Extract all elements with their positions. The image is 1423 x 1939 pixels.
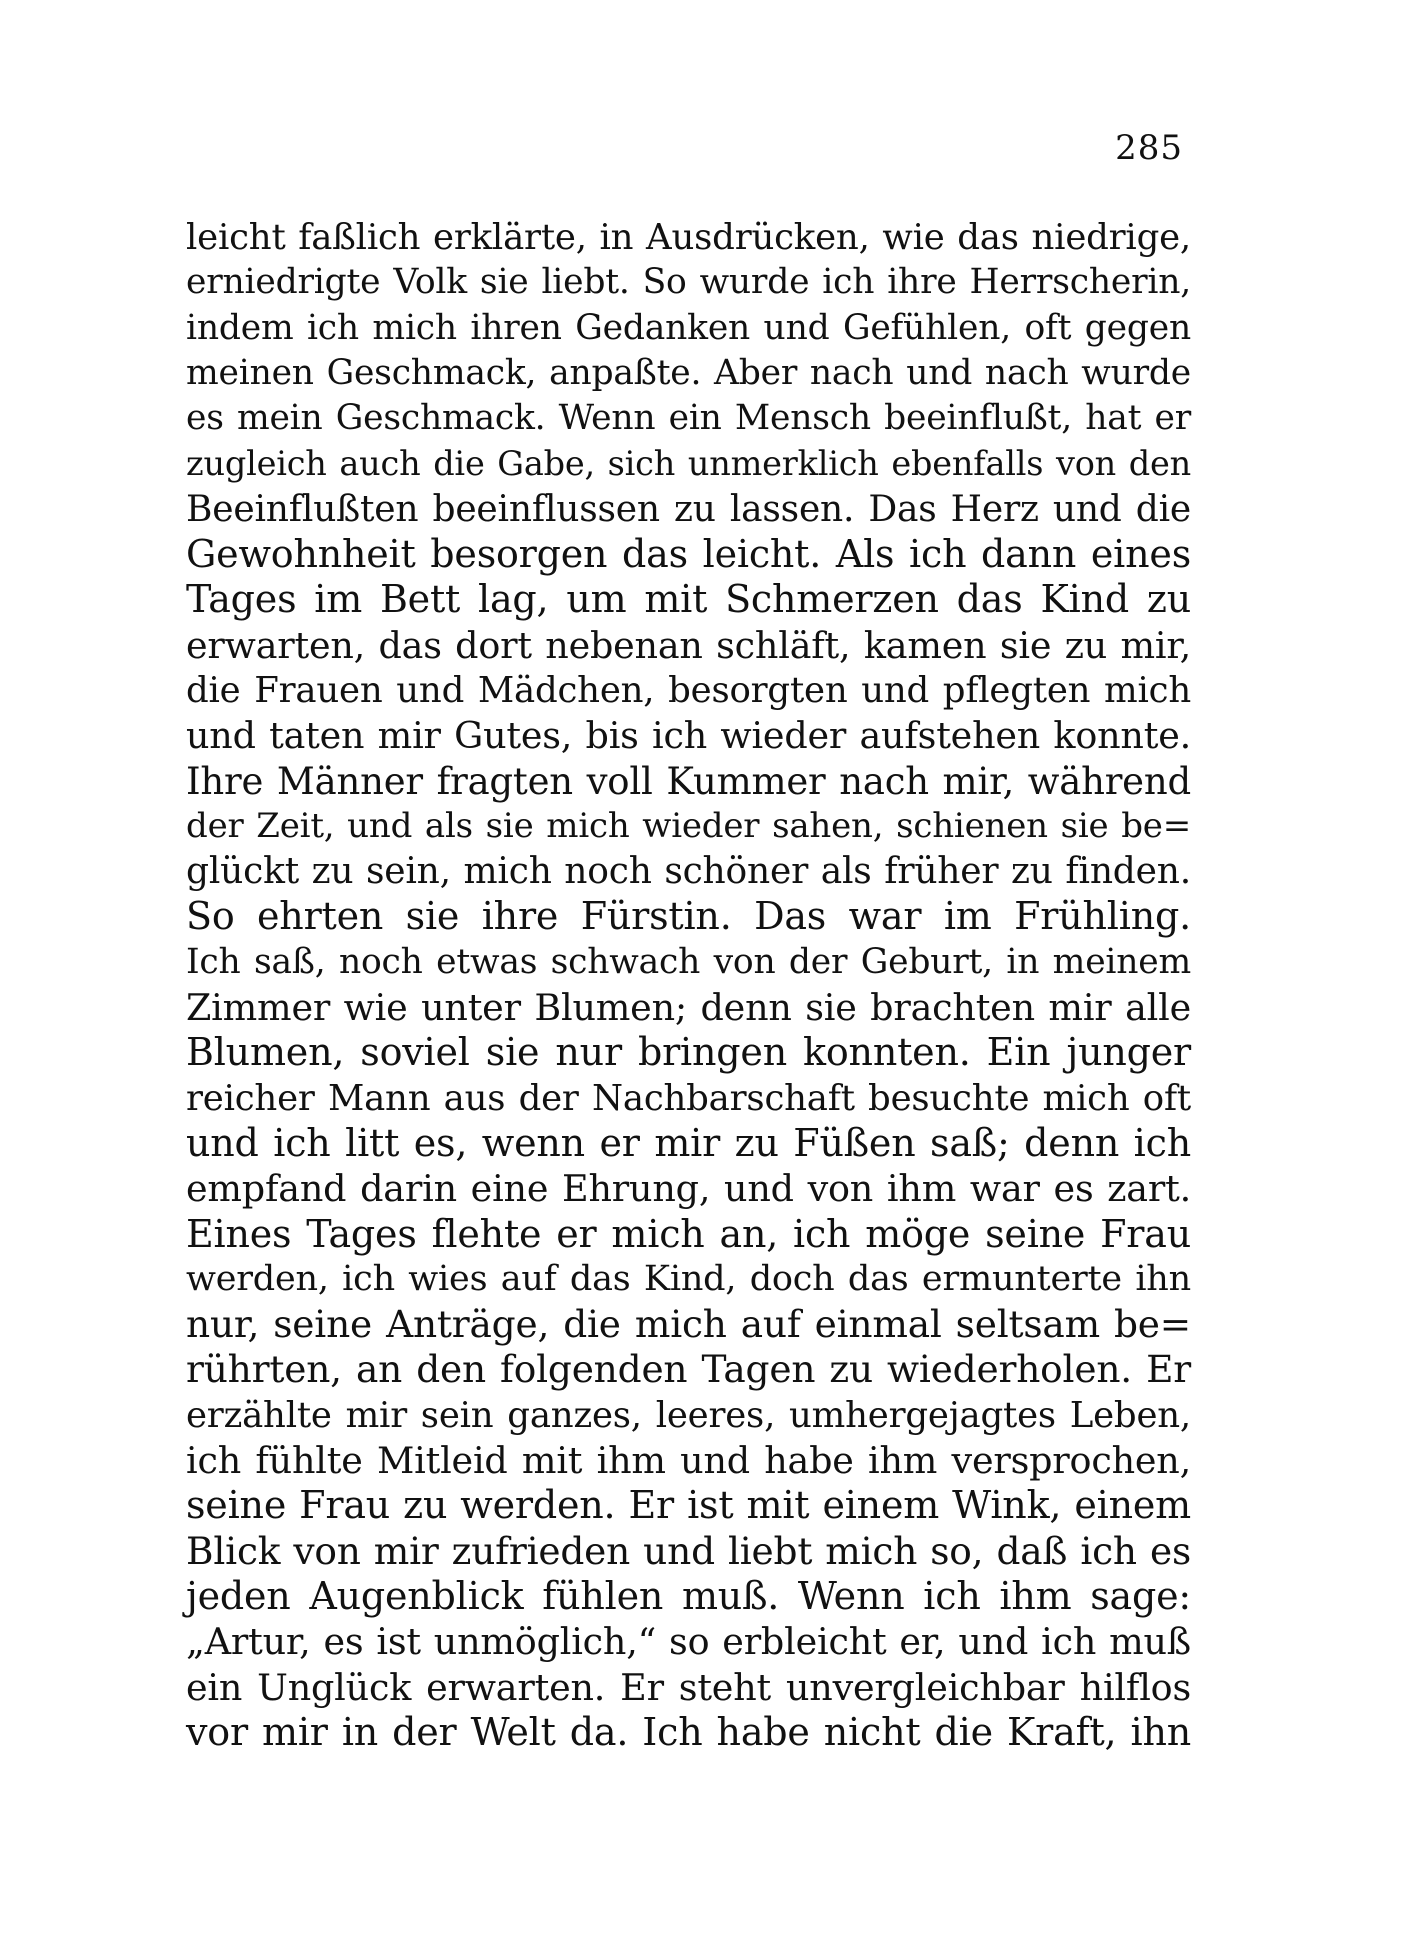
text-line: werden, ich wies auf das Kind, doch das ermunterte ihn (186, 1258, 1191, 1299)
text-line: zugleich auch die Gabe, sich unmerklich ebenfalls von den (186, 444, 1191, 484)
text-line: die Frauen und Mädchen, besorgten und pflegten mich (186, 669, 1191, 711)
text-line: der Zeit, und als sie mich wieder sahen, schienen sie be= (186, 805, 1191, 846)
text-line: erzählte mir sein ganzes, leeres, umhergejagtes Leben, (186, 1394, 1191, 1436)
text-line: seine Frau zu werden. Er ist mit einem Wink, einem (186, 1483, 1191, 1528)
text-line: So ehrten sie ihre Fürstin. Das war im Frühling. (186, 894, 1191, 939)
text-line: Zimmer wie unter Blumen; denn sie brachten mir alle (186, 986, 1191, 1030)
text-line: ich fühlte Mitleid mit ihm und habe ihm versprochen, (186, 1439, 1191, 1483)
text-line: Blick von mir zufrieden und liebt mich so, daß ich es (186, 1528, 1191, 1573)
text-line: Ich saß, noch etwas schwach von der Geburt, in meinem (186, 941, 1191, 982)
text-line: indem ich mich ihren Gedanken und Gefühlen, oft gegen (186, 307, 1191, 348)
text-line: Beeinflußten beeinflussen zu lassen. Das Herz und die (186, 488, 1191, 530)
text-line: jeden Augenblick fühlen muß. Wenn ich ihm sage: (186, 1573, 1191, 1618)
text-line: Gewohnheit besorgen das leicht. Als ich dann eines (186, 532, 1191, 577)
text-line: Tages im Bett lag, um mit Schmerzen das Kind zu (186, 577, 1191, 622)
text-line: „Artur, es ist unmöglich,“ so erbleicht er, und ich muß (186, 1620, 1191, 1664)
text-line: glückt zu sein, mich noch schöner als früher zu finden. (186, 851, 1191, 893)
text-line: es mein Geschmack. Wenn ein Mensch beeinflußt, hat er (186, 398, 1191, 439)
text-line: rührten, an den folgenden Tagen zu wiederholen. Er (186, 1347, 1191, 1392)
text-line: reicher Mann aus der Nachbarschaft besuchte mich oft (186, 1077, 1191, 1119)
page-number: 285 (1115, 128, 1183, 168)
text-line: Ihre Männer fragten voll Kummer nach mir, während (186, 759, 1191, 803)
text-line: Eines Tages flehte er mich an, ich möge seine Frau (186, 1211, 1191, 1256)
text-line: nur, seine Anträge, die mich auf einmal seltsam be= (186, 1302, 1191, 1347)
text-line: erniedrigte Volk sie liebt. So wurde ich ihre Herrscherin, (186, 262, 1191, 303)
text-line: meinen Geschmack, anpaßte. Aber nach und nach wurde (186, 352, 1191, 393)
body-text (186, 215, 1191, 1755)
text-line: erwarten, das dort nebenan schläft, kamen sie zu mir, (186, 623, 1191, 667)
text-line: und taten mir Gutes, bis ich wieder aufstehen konnte. (186, 714, 1191, 758)
text-line: ein Unglück erwarten. Er steht unvergleichbar hilflos (186, 1665, 1191, 1709)
text-line: empfand darin eine Ehrung, und von ihm war es zart. (186, 1167, 1191, 1211)
text-line: und ich litt es, wenn er mir zu Füßen saß; denn ich (186, 1120, 1191, 1165)
text-line: leicht faßlich erklärte, in Ausdrücken, wie das niedrige, (186, 217, 1191, 258)
text-line: vor mir in der Welt da. Ich habe nicht die Kraft, ihn (186, 1709, 1191, 1754)
text-line: Blumen, soviel sie nur bringen konnten. Ein junger (186, 1030, 1191, 1075)
